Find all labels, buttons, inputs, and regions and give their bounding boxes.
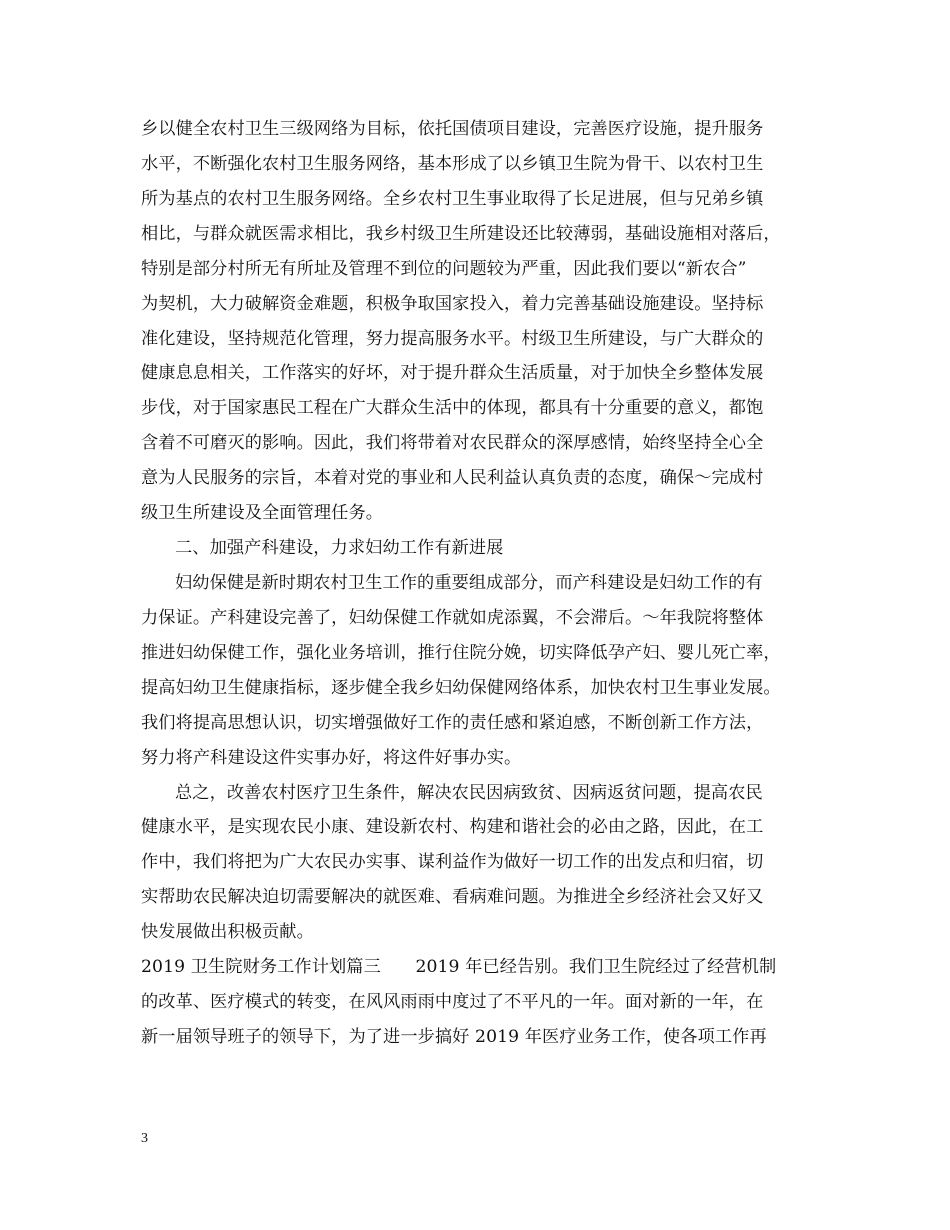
text-line: 二、加强产科建设，力求妇幼工作有新进展 [175,538,504,559]
text-line: 作中，我们将把为广大农民办实事、谋利益作为做好一切工作的出发点和归宿，切 [141,852,764,873]
text-line: 总之，改善农村医疗卫生条件，解决农民因病致贫、因病返贫问题，提高农民 [175,782,763,803]
text-line: 2019 卫生院财务工作计划篇三 2019 年已经告别。我们卫生院经过了经营机制 [141,957,777,978]
text-line: 含着不可磨灭的影响。因此，我们将带着对农民群众的深厚感情，始终坚持全心全 [141,433,764,454]
text-line: 相比，与群众就医需求相比，我乡村级卫生所建设还比较薄弱，基础设施相对落后， [141,223,781,244]
text-line: 意为人民服务的宗旨，本着对党的事业和人民利益认真负责的态度，确保～完成村 [141,468,764,489]
text-line: 推进妇幼保健工作，强化业务培训，推行住院分娩，切实降低孕产妇、婴儿死亡率， [141,642,781,663]
text-line: 实帮助农民解决迫切需要解决的就医难、看病难问题。为推进全乡经济社会又好又 [141,887,764,908]
text-line: 提高妇幼卫生健康指标，逐步健全我乡妇幼保健网络体系，加快农村卫生事业发展。 [141,677,781,698]
text-line: 快发展做出积极贡献。 [141,922,314,943]
text-line: 所为基点的农村卫生服务网络。全乡农村卫生事业取得了长足进展，但与兄弟乡镇 [141,188,764,209]
text-line: 健康息息相关，工作落实的好坏，对于提升群众生活质量，对于加快全乡整体发展 [141,363,764,384]
text-line: 我们将提高思想认识，切实增强做好工作的责任感和紧迫感，不断创新工作方法， [141,712,764,733]
body-text [141,114,811,1057]
text-line: 特别是部分村所无有所址及管理不到位的问题较为严重，因此我们要以“新农合” [141,258,747,279]
text-line: 水平，不断强化农村卫生服务网络，基本形成了以乡镇卫生院为骨干、以农村卫生 [141,153,764,174]
text-line: 级卫生所建设及全面管理任务。 [141,503,384,524]
text-line: 努力将产科建设这件实事办好，将这件好事办实。 [141,747,522,768]
text-line: 新一届领导班子的领导下，为了进一步搞好 2019 年医疗业务工作，使各项工作再 [141,1026,767,1047]
text-line: 健康水平，是实现农民小康、建设新农村、构建和谐社会的必由之路，因此，在工 [141,817,764,838]
text-line: 妇幼保健是新时期农村卫生工作的重要组成部分，而产科建设是妇幼工作的有 [175,572,763,593]
text-line: 步伐，对于国家惠民工程在广大群众生活中的体现，都具有十分重要的意义，都饱 [141,398,764,419]
text-line: 力保证。产科建设完善了，妇幼保健工作就如虎添翼，不会滞后。～年我院将整体 [141,607,764,628]
text-line: 的改革、医疗模式的转变，在风风雨雨中度过了不平凡的一年。面对新的一年，在 [141,992,764,1013]
text-line: 乡以健全农村卫生三级网络为目标，依托国债项目建设，完善医疗设施，提升服务 [141,119,764,139]
text-line: 准化建设，坚持规范化管理，努力提高服务水平。村级卫生所建设，与广大群众的 [141,328,764,349]
page-number: 3 [141,1131,148,1146]
text-line: 为契机，大力破解资金难题，积极争取国家投入，着力完善基础设施建设。坚持标 [141,293,764,314]
